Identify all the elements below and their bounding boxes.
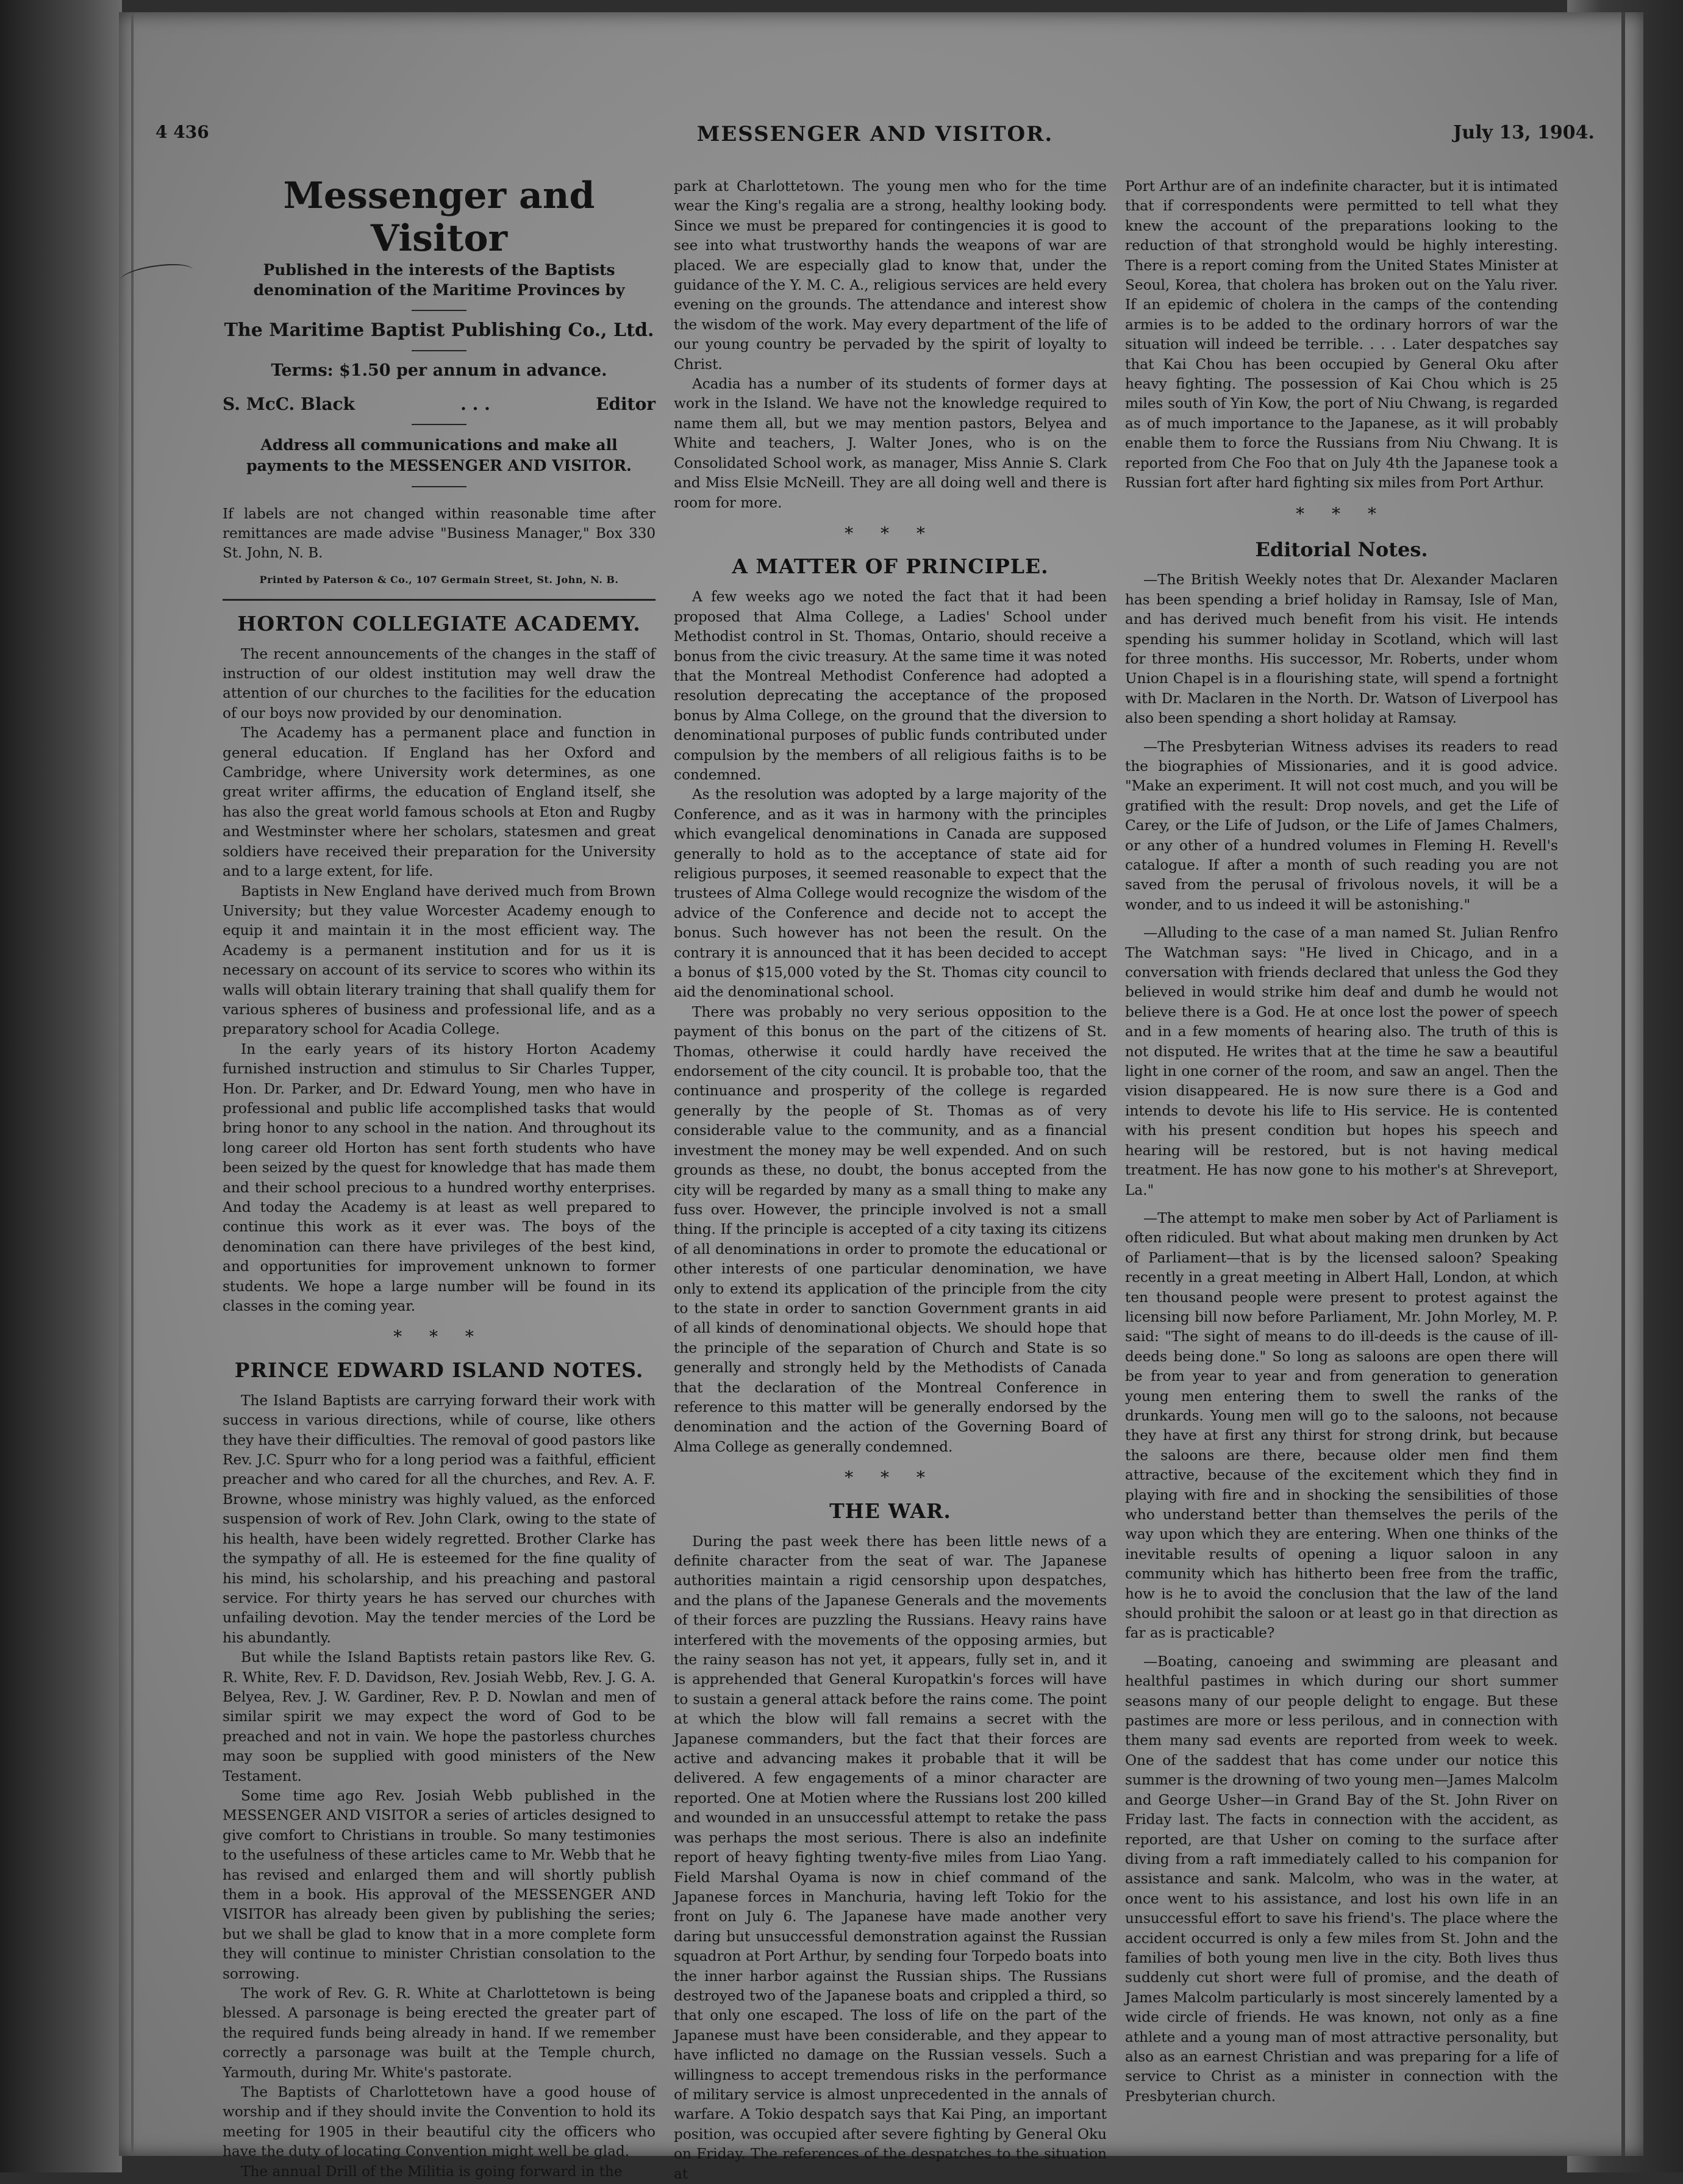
masthead-publisher: The Maritime Baptist Publishing Co., Ltd. bbox=[224, 320, 654, 341]
editor-label: Editor bbox=[596, 393, 656, 414]
page-header bbox=[155, 122, 1595, 159]
pei-continued-paragraph: Acadia has a number of its students of former days at work in the Island. We have not the knowledge required to name them all, but we may mention pastors, Belyea and White and teachers, J. Walter Jones, who is on the Consolidated School work, as manager, Miss Annie S. Clark and Miss Elsie McNeill. They are all doing well and there is room for more. bbox=[674, 376, 1107, 511]
newspaper-page bbox=[119, 12, 1643, 2182]
pei-heading: PRINCE EDWARD ISLAND NOTES. bbox=[234, 1358, 644, 1382]
horton-paragraph: Baptists in New England have derived much from Brown University; but they value Worcester Academy enough to equip it and maintain it in the most efficient way. The Academy is a permanent institution and for us it is necessary on account of its service to scores who within its walls will obtain literary training that shall qualify them for various spheres of business and professional life, and as a preparatory school for Acadia College. bbox=[223, 883, 656, 1038]
pei-paragraph: The annual Drill of the Militia is going forward in the bbox=[241, 2163, 623, 2180]
horton-paragraph: In the early years of its history Horton Academy furnished instruction and stimulus to Sir Charles Tupper, Hon. Dr. Parker, and Dr. Edward Young, men who have in professional and public life accomplished tasks that would bring honor to any school in the nation. And throughout its long career old Horton has sent forth students who have been seized by the quest for knowledge that has made them and their school precious to a hundred worthy enterprises. And today the Academy is at least as well prepared to continue this work as it ever was. The boys of the denomination can there have privileges of the best kind, and opportunities for improvement unknown to former students. We hope a large number will be found in its classes in the coming year. bbox=[223, 1040, 656, 1315]
war-heading: THE WAR. bbox=[829, 1498, 951, 1523]
editorial-paragraph: —The British Weekly notes that Dr. Alexander Maclaren has been spending a brief holiday in Ramsay, Isle of Man, and has derived much benefit from his visit. He intends spending his summer holiday in Scotland, which will last for three months. His successor, Mr. Roberts, under whom Union Chapel is in a flourishing state, will spend a fortnight with Dr. Maclaren in the North. Dr. Watson of Liverpool has also been spending a short holiday at Ramsay. bbox=[1125, 571, 1558, 727]
war-continued-paragraph: Port Arthur are of an indefinite character, but it is intimated that if correspondents were permitted to tell what they knew the account of the preparations looking to the reduction of that stronghold would be highly interesting. There is a report coming from the United States Minister at Seoul, Korea, that cholera has broken out on the Yalu river. If an epidemic of cholera in the camps of the contending armies is to be added to the ordinary horrors of war the situation will indeed be terrible. . . . Later despatches say that Kai Chou has been occupied by General Oku after heavy fighting. The possession of Kai Chou which is 25 miles south of Yin Kow, the port of Niu Chwang, is regarded as of much importance to the Japanese, as it will probably enable them to force the Russians from Niu Chwang. It is reported from Che Foo that on July 4th the Japanese took a Russian fort after hard fighting six miles from Port Arthur. bbox=[1125, 178, 1558, 492]
horton-paragraph: The Academy has a permanent place and function in general education. If England has her Oxford and Cambridge, where University work determines, as one great writer affirms, the education of England itself, she has also the great world famous schools at Eton and Rugby and Westminster where her scholars, statesmen and great soldiers have received their preparation for the University and to a large extent, for life. bbox=[223, 725, 656, 880]
column-rule bbox=[223, 599, 656, 601]
section-separator: * * * bbox=[1296, 503, 1387, 524]
editorial-paragraph: —Boating, canoeing and swimming are pleasant and healthful pastimes in which during our short summer seasons many of our people delight to engage. But these pastimes are more or less perilous, and in connection with them many sad events are reported from week to week. One of the saddest that has come under our notice this summer is the drowning of two young men—James Malcolm and George Usher—in Grand Bay of the St. John River on Friday last. The facts in connection with the accident, as reported, are that Usher on coming to the surface after diving from a raft immediately called to his companion for assistance and sank. Malcolm, who was in the water, at once went to his assistance, and lost his own life in an unsuccessful effort to save his friend's. The place where the accident occurred is only a few miles from St. John and the families of both young men live in the city. Both lives thus suddenly cut short were full of promise, and the death of James Malcolm particularly is most sincerely lamented by a wide circle of friends. He was known, not only as a fine athlete and a young man of most attractive personality, but also as an earnest Christian and was preparing for a life of service to Christ as a minister in connection with the Presbyterian church. bbox=[1125, 1653, 1558, 2105]
header-date: July 13, 1904. bbox=[1453, 122, 1595, 143]
editorial-paragraph: —Alluding to the case of a man named St. Julian Renfro The Watchman says: "He lived in Chicago, and in a conversation with friends declared that unless the God they believed in would strike him deaf and dumb he would not believe there is a God. He at once lost the power of speech and in a few moments of hearing also. The truth of this is not disputed. He writes that at the time he saw a beautiful light in one corner of the room, and saw an angel. Then the vision disappeared. He is now sure there is a God and intends to devote his life to His service. He is contented with his present condition but hopes his speech and hearing will be restored, but is not having medical treatment. He has now gone to his mother's at Shreveport, La." bbox=[1125, 925, 1558, 1198]
pei-paragraph: The work of Rev. G. R. White at Charlottetown is being blessed. A parsonage is being erected the greater part of the required funds being already in hand. If we remember correctly a parsonage was built at the Temple church, Yarmouth, during Mr. White's pastorate. bbox=[223, 1985, 656, 2081]
film-edge-left bbox=[0, 0, 122, 2172]
editorial-paragraph: —The attempt to make men sober by Act of Parliament is often ridiculed. But what about making men drunken by Act of Parliament—that is by the licensed saloon? Speaking recently in a great meeting in Albert Hall, London, at which ten thousand people were present to protest against the licensing bill now before Parliament, Mr. John Morley, M. P. said: "The sight of means to do ill-deeds is the cause of ill-deeds being done." So long as saloons are open there will be from year to year and from generation to generation young men entering them to swell the ranks of the drunkards. Young men will go to the saloons, not because they have at first any thirst for strong drink, but because the saloons are there, because older men find them attractive, because of the excitement which they find in playing with fire and in shocking the sensibilities of those who understand better than themselves the perils of the way upon which they are entering. When one thinks of the inevitable results of opening a liquor saloon in any community which has hitherto been free from the traffic, how is he to avoid the conclusion that the law of the land should prohibit the saloon or at least go in that direction as far as is practicable? bbox=[1125, 1209, 1558, 1642]
principle-paragraph: There was probably no very serious opposition to the payment of this bonus on the part of the citizens of St. Thomas, otherwise it could hardly have received the endorsement of the city council. It is probable too, that the continuance and prosperity of the college is regarded generally by the people of St. Thomas as of very considerable value to the community, and as a financial investment the money may be well expended. And on such grounds as these, no doubt, the bonus accepted from the city will be regarded by many as a small thing to make any fuss over. However, the principle involved is not a small thing. If the principle is accepted of a city taxing its citizens of all denominations in order to promote the educational or other interests of one particular denomination, we have only to extend its application of the principle from the city to the state in order to sanction Government grants in aid of all kinds of denominational objects. We should hope that the principle of the separation of Church and State is so generally and strongly held by the Methodists of Canada that the declaration of the Montreal Conference in reference to this matter will be generally endorsed by the denomination and the action of the Governing Board of Alma College as generally condemned. bbox=[674, 1003, 1107, 1455]
section-separator: * * * bbox=[845, 523, 936, 543]
pei-paragraph: The Baptists of Charlottetown have a good house of worship and if they should invite the Convention to hold its meeting for 1905 in their beautiful city the officers who have the duty of locating Convention might well be glad. bbox=[223, 2084, 656, 2160]
masthead-rule bbox=[412, 350, 466, 351]
column-1 bbox=[223, 174, 656, 2182]
pei-paragraph: The Island Baptists are carrying forward their work with success in various directions, while of course, like others they have their difficulties. The removal of good pastors like Rev. J.C. Spurr who for a long period was a faithful, efficient preacher and who cared for all the churches, and Rev. A. F. Browne, whose ministry was highly valued, as the enforced suspension of work of Rev. John Clark, owing to the state of his health, have been widely regretted. Brother Clarke has the sympathy of all. He is esteemed for the fine quality of his mind, his scholarship, and his preaching and pastoral service. For thirty years he has served our churches with unfailing devotion. May the tender mercies of the Lord be his abundantly. bbox=[223, 1392, 656, 1646]
masthead-published-line: Published in the interests of the Baptists denomination of the Maritime Provinces by bbox=[253, 261, 625, 299]
pei-paragraph: But while the Island Baptists retain pastors like Rev. G. R. White, Rev. F. D. Davidson, Rev. Josiah Webb, Rev. J. G. A. Belyea, Rev. J. W. Gardiner, Rev. P. D. Nowlan and men of similar spirit we may expect the word of God to be preached and not in vain. We hope the pastorless churches may soon be supplied with good ministers of the New Testament. bbox=[223, 1649, 656, 1785]
header-page-number: 4 436 bbox=[155, 122, 209, 142]
column-2 bbox=[674, 177, 1107, 2184]
masthead-terms: Terms: $1.50 per annum in advance. bbox=[271, 361, 607, 381]
masthead-rule bbox=[412, 424, 466, 425]
editorial-heading: Editorial Notes. bbox=[1255, 537, 1428, 561]
section-separator: * * * bbox=[393, 1327, 485, 1347]
principle-paragraph: As the resolution was adopted by a large majority of the Conference, and as it was in harmony with the principles which evangelical denominations in Canada are supposed generally to hold as to the acceptance of state aid for religious purposes, it seemed reasonable to expect that the trustees of Alma College would recognize the wisdom of the advice of the Conference and decide not to accept the bonus. Such however has not been the result. On the contrary it is announced that it has been decided to accept a bonus of $15,000 voted by the St. Thomas city council to aid the denominational school. bbox=[674, 786, 1107, 1001]
war-paragraph: During the past week there has been little news of a definite character from the seat of war. The Japanese authorities maintain a rigid censorship upon despatches, and the plans of the Japanese Generals and the movements of their forces are puzzling the Russians. Heavy rains have interfered with the movements of the opposing armies, but the rainy season has not yet, it appears, fully set in, and it is apprehended that General Kuropatkin's forces will have to sustain a general attack before the rains come. The point at which the blow will fall remains a secret with the Japanese commanders, but the fact that their forces are active and advancing makes it probable that it will be delivered. A few engagements of a minor character are reported. One at Motien where the Russians lost 200 killed and wounded in an unsuccessful attempt to retake the pass was perhaps the most serious. There is also an indefinite report of heavy fighting twenty-five miles from Liao Yang. Field Marshal Oyama is now in chief command of the Japanese forces in Manchuria, having left Tokio for the front on July 6. The Japanese have made another very daring but unsuccessful demonstration against the Russian squadron at Port Arthur, by sending four Torpedo boats into the inner harbor against the Russian ships. The Russians destroyed two of the Japanese boats and crippled a third, so that only one escaped. The loss of life on the part of the Japanese must have been considerable, and they appear to have inflicted no damage on the Russian vessels. Such a willingness to accept tremendous risks in the performance of military service is almost unprecedented in the annals of warfare. A Tokio despatch says that Kai Ping, an important position, was occupied after severe fighting by General Oku on Friday. The references of the despatches to the situation at bbox=[674, 1533, 1107, 2182]
masthead-printed-by: Printed by Paterson & Co., 107 Germain Street, St. John, N. B. bbox=[259, 574, 619, 586]
masthead-rule bbox=[412, 486, 466, 487]
column-3 bbox=[1125, 177, 1558, 2107]
pei-paragraph: Some time ago Rev. Josiah Webb published in the MESSENGER AND VISITOR a series of articles designed to give comfort to Christians in trouble. So many testimonies to the usefulness of these articles came to Mr. Webb that he has revised and enlarged them and will shortly publish them in a book. His approval of the MESSENGER AND VISITOR has already been given by publishing the series; but we shall be glad to know that in a more complete form they will continue to minister Christian consolation to the sorrowing. bbox=[223, 1787, 656, 1982]
masthead-rule bbox=[412, 310, 466, 311]
section-separator: * * * bbox=[845, 1467, 936, 1488]
principle-heading: A MATTER OF PRINCIPLE. bbox=[732, 554, 1049, 579]
horton-heading: HORTON COLLEGIATE ACADEMY. bbox=[237, 611, 641, 636]
header-title: MESSENGER AND VISITOR. bbox=[696, 122, 1054, 146]
editorial-paragraph: —The Presbyterian Witness advises its readers to read the biographies of Missionaries, and it is good advice. "Make an experiment. It will not cost much, and you will be gratified with the result: Drop novels, and get the Life of Carey, or the Life of Judson, or the Life of James Chalmers, or any other of a hundred volumes in Fleming H. Revell's catalogue. If after a month of such reading you are not saved from the perusal of frivolous novels, it will be a wonder, and to us indeed it will be astonishing." bbox=[1125, 738, 1558, 913]
editor-name: S. McC. Black bbox=[223, 393, 355, 414]
masthead-address: Address all communications and make all payments to the MESSENGER AND VISITOR. bbox=[246, 436, 632, 475]
editor-dots: . . . bbox=[460, 393, 490, 414]
horton-paragraph: The recent announcements of the changes in the staff of instruction of our oldest institution may well draw the attention of our churches to the facilities for the education of our boys now provided by our denomination. bbox=[223, 645, 656, 721]
pei-continued-paragraph: park at Charlottetown. The young men who for the time wear the King's regalia are a strong, healthy looking body. Since we must be prepared for contingencies it is good to see into what trustworthy hands the weapons of war are placed. We are especially glad to know that, under the guidance of the Y. M. C. A., religious services are held every evening on the grounds. The attendance and interest show the wisdom of the work. May every department of the life of our young country be pervaded by the spirit of loyalty to Christ. bbox=[674, 178, 1107, 373]
principle-paragraph: A few weeks ago we noted the fact that it had been proposed that Alma College, a Ladies' School under Methodist control in St. Thomas, Ontario, should receive a bonus from the civic treasury. At the same time it was noted that the Montreal Methodist Conference had adopted a resolution deprecating the acceptance of the proposed bonus by Alma College, on the ground that the diversion to denominational purposes of public funds contributed under compulsion by the members of all religious faiths is to be condemned. bbox=[674, 589, 1107, 783]
masthead-labels-note: If labels are not changed within reasonable time after remittances are made advise "Business Manager," Box 330 St. John, N. B. bbox=[223, 506, 656, 562]
masthead-title: Messenger and Visitor bbox=[283, 174, 595, 260]
masthead-editor bbox=[223, 395, 656, 414]
